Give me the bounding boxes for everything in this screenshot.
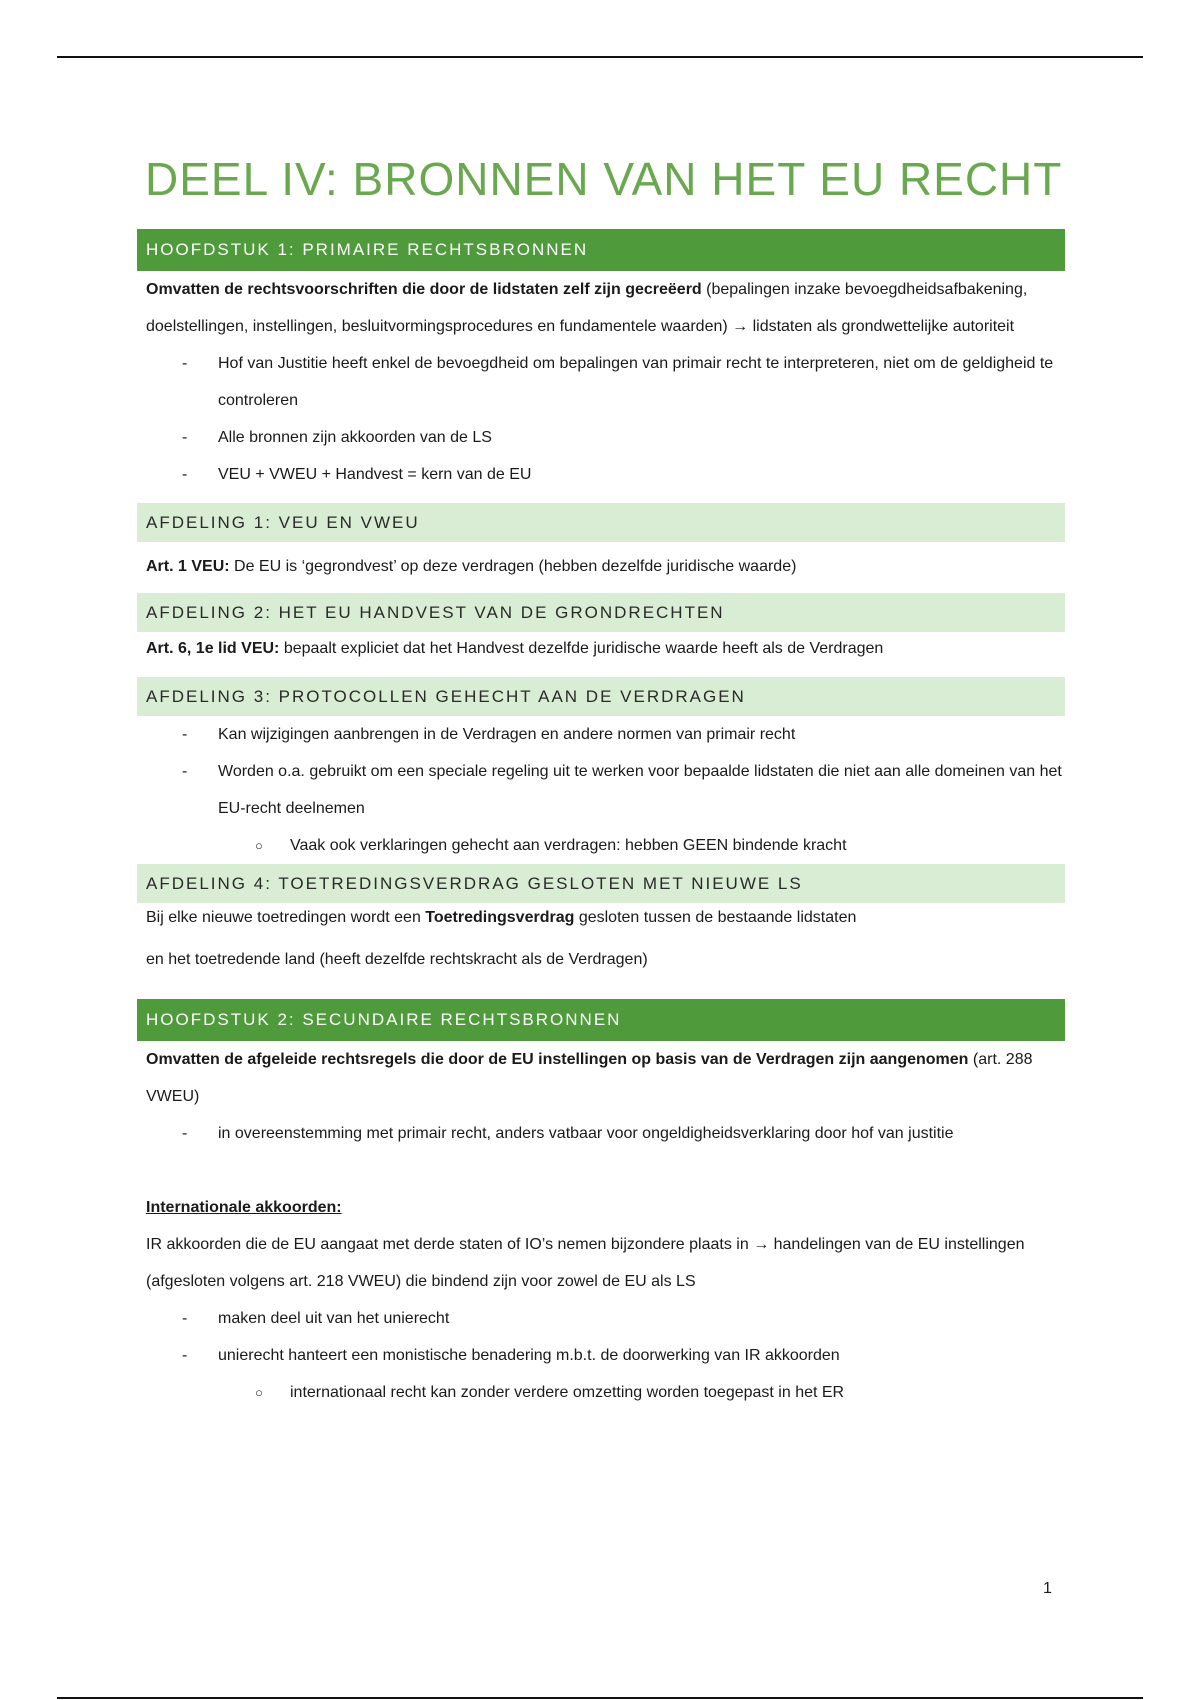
dash-marker: - (182, 355, 188, 372)
section-3-heading: AFDELING 3: PROTOCOLLEN GEHECHT AAN DE VERDRAGEN (137, 677, 1065, 716)
dash-marker: - (182, 1310, 188, 1327)
dash-marker: - (182, 726, 188, 743)
dash-marker: - (182, 466, 188, 483)
page-title: DEEL IV: BRONNEN VAN HET EU RECHT (145, 153, 1063, 205)
dash-marker: - (182, 1347, 188, 1364)
chapter-1-intro-bold: Omvatten de rechtsvoorschriften die door de lidstaten zelf zijn gecreëerd (146, 281, 702, 298)
chapter-2-intro: Omvatten de afgeleide rechtsregels die door de EU instellingen op basis van de Verdragen zijn aangenomen (art. 288 VWEU) (146, 1051, 1033, 1105)
section-4-text-2: en het toetredende land (heeft dezelfde rechtskracht als de Verdragen) (146, 951, 648, 968)
footer-rule (57, 1697, 1143, 1699)
section-1-text: Art. 1 VEU: De EU is ‘gegrondvest’ op deze verdragen (hebben dezelfde juridische waarde) (146, 558, 797, 575)
list-item: - VEU + VWEU + Handvest = kern van de EU (137, 456, 1065, 493)
section-4-text: Bij elke nieuwe toetredingen wordt een Toetredingsverdrag gesloten tussen de bestaande lidstaten (146, 909, 857, 926)
section-1-heading: AFDELING 1: VEU EN VWEU (137, 503, 1065, 542)
sub-list-item: ○ internationaal recht kan zonder verdere omzetting worden toegepast in het ER (137, 1374, 1065, 1411)
section-4-heading: AFDELING 4: TOETREDINGSVERDRAG GESLOTEN MET NIEUWE LS (137, 864, 1065, 903)
list-item: - Kan wijzigingen aanbrengen in de Verdragen en andere normen van primair recht (137, 716, 1065, 753)
circle-marker: ○ (255, 838, 263, 853)
list-item: - in overeenstemming met primair recht, anders vatbaar voor ongeldigheidsverklaring door hof van justitie (137, 1115, 1065, 1152)
list-item: - Alle bronnen zijn akkoorden van de LS (137, 419, 1065, 456)
document-body (137, 229, 1065, 1411)
chapter-1-heading: HOOFDSTUK 1: PRIMAIRE RECHTSBRONNEN (137, 229, 1065, 271)
chapter-2-heading: HOOFDSTUK 2: SECUNDAIRE RECHTSBRONNEN (137, 999, 1065, 1041)
chapter-1-intro (137, 271, 1065, 345)
page-number: 1 (1043, 1580, 1052, 1597)
international-text: IR akkoorden die de EU aangaat met derde staten of IO’s nemen bijzondere plaats in → handelingen van de EU instellingen (afgesloten volgens art. 218 VWEU) die bindend zijn voor zowel de EU als LS (146, 1236, 1025, 1290)
dash-marker: - (182, 1125, 188, 1142)
section-2-heading: AFDELING 2: HET EU HANDVEST VAN DE GRONDRECHTEN (137, 593, 1065, 632)
section-2-text: Art. 6, 1e lid VEU: bepaalt expliciet dat het Handvest dezelfde juridische waarde heeft als de Verdragen (146, 640, 884, 657)
list-item: - Hof van Justitie heeft enkel de bevoegdheid om bepalingen van primair recht te interpreteren, niet om de geldigheid te controleren (137, 345, 1065, 419)
sub-list-item: ○ Vaak ook verklaringen gehecht aan verdragen: hebben GEEN bindende kracht (137, 827, 1065, 864)
chapter-1-intro-rest: (bepalingen inzake bevoegdheidsafbakening, doelstellingen, instellingen, besluitvormingsprocedures en fundamentele waarden) → lidstaten als grondwettelijke autoriteit (146, 281, 1028, 335)
dash-marker: - (182, 429, 188, 446)
header-rule (57, 56, 1143, 58)
list-item: - Worden o.a. gebruikt om een speciale regeling uit te werken voor bepaalde lidstaten die niet aan alle domeinen van het EU-recht deelnemen (137, 753, 1065, 827)
international-heading: Internationale akkoorden: (146, 1199, 342, 1216)
list-item: - maken deel uit van het unierecht (137, 1300, 1065, 1337)
circle-marker: ○ (255, 1385, 263, 1400)
dash-marker: - (182, 763, 188, 780)
list-item: - unierecht hanteert een monistische benadering m.b.t. de doorwerking van IR akkoorden (137, 1337, 1065, 1374)
